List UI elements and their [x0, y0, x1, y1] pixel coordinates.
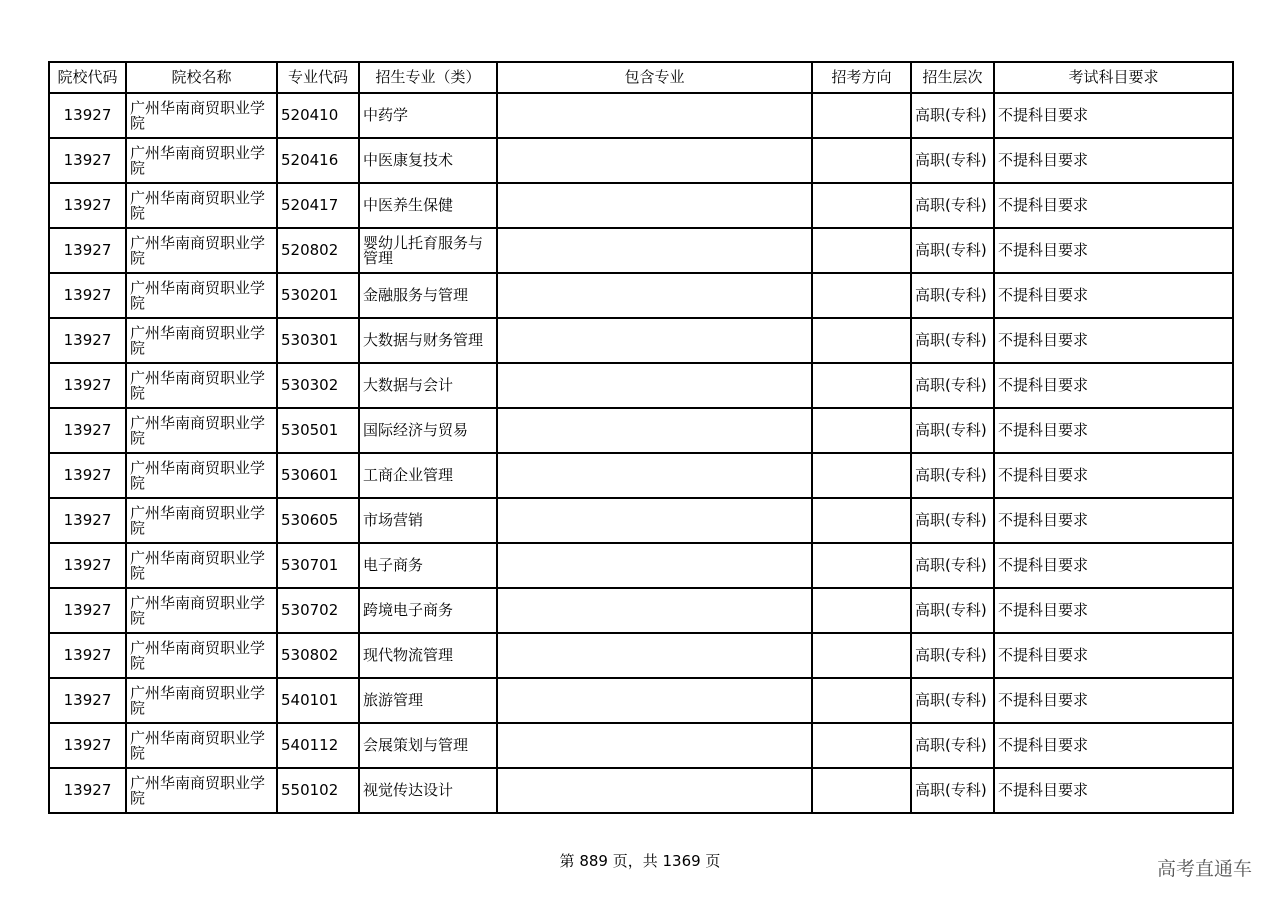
cell-major: 现代物流管理 [359, 633, 497, 678]
cell-subject-requirements: 不提科目要求 [994, 723, 1233, 768]
cell-level: 高职(专科) [911, 138, 994, 183]
cell-level: 高职(专科) [911, 723, 994, 768]
cell-major-code: 540112 [277, 723, 359, 768]
watermark: 高考直通车 [1156, 858, 1252, 880]
cell-major: 大数据与会计 [359, 363, 497, 408]
cell-level: 高职(专科) [911, 408, 994, 453]
table-row [49, 273, 1233, 318]
cell-major-code: 530702 [277, 588, 359, 633]
table-row [49, 138, 1233, 183]
cell-major: 中药学 [359, 93, 497, 138]
cell-school-code: 13927 [49, 723, 126, 768]
cell-school-name: 广州华南商贸职业学院 [126, 318, 277, 363]
cell-school-code: 13927 [49, 93, 126, 138]
cell-subject-requirements: 不提科目要求 [994, 93, 1233, 138]
header-major-code: 专业代码 [277, 62, 359, 93]
cell-school-code: 13927 [49, 273, 126, 318]
cell-included-majors [497, 93, 812, 138]
table-row [49, 318, 1233, 363]
cell-included-majors [497, 228, 812, 273]
cell-level: 高职(专科) [911, 273, 994, 318]
cell-school-name: 广州华南商贸职业学院 [126, 363, 277, 408]
cell-subject-requirements: 不提科目要求 [994, 363, 1233, 408]
table-header-row [49, 62, 1233, 93]
table-row [49, 363, 1233, 408]
cell-included-majors [497, 543, 812, 588]
cell-school-name: 广州华南商贸职业学院 [126, 768, 277, 813]
cell-subject-requirements: 不提科目要求 [994, 273, 1233, 318]
cell-level: 高职(专科) [911, 588, 994, 633]
cell-school-name: 广州华南商贸职业学院 [126, 588, 277, 633]
cell-included-majors [497, 633, 812, 678]
cell-direction [812, 183, 911, 228]
cell-major-code: 530601 [277, 453, 359, 498]
cell-major: 中医康复技术 [359, 138, 497, 183]
cell-school-name: 广州华南商贸职业学院 [126, 498, 277, 543]
cell-direction [812, 768, 911, 813]
header-school-name: 院校名称 [126, 62, 277, 93]
cell-major: 工商企业管理 [359, 453, 497, 498]
cell-major: 市场营销 [359, 498, 497, 543]
cell-subject-requirements: 不提科目要求 [994, 678, 1233, 723]
cell-school-name: 广州华南商贸职业学院 [126, 633, 277, 678]
cell-subject-requirements: 不提科目要求 [994, 588, 1233, 633]
cell-direction [812, 273, 911, 318]
header-subject-requirements: 考试科目要求 [994, 62, 1233, 93]
cell-major-code: 530501 [277, 408, 359, 453]
cell-direction [812, 318, 911, 363]
cell-school-name: 广州华南商贸职业学院 [126, 453, 277, 498]
cell-major-code: 520410 [277, 93, 359, 138]
cell-major: 婴幼儿托育服务与管理 [359, 228, 497, 273]
cell-school-name: 广州华南商贸职业学院 [126, 678, 277, 723]
cell-level: 高职(专科) [911, 633, 994, 678]
cell-major-code: 530201 [277, 273, 359, 318]
cell-school-name: 广州华南商贸职业学院 [126, 228, 277, 273]
cell-major-code: 530802 [277, 633, 359, 678]
cell-school-code: 13927 [49, 138, 126, 183]
cell-level: 高职(专科) [911, 93, 994, 138]
cell-included-majors [497, 453, 812, 498]
cell-major: 中医养生保健 [359, 183, 497, 228]
cell-school-code: 13927 [49, 228, 126, 273]
table-row [49, 543, 1233, 588]
cell-direction [812, 633, 911, 678]
cell-included-majors [497, 723, 812, 768]
table-row [49, 768, 1233, 813]
cell-subject-requirements: 不提科目要求 [994, 228, 1233, 273]
header-included-majors: 包含专业 [497, 62, 812, 93]
cell-major-code: 520802 [277, 228, 359, 273]
table-row [49, 408, 1233, 453]
table-row [49, 453, 1233, 498]
cell-school-name: 广州华南商贸职业学院 [126, 273, 277, 318]
cell-included-majors [497, 183, 812, 228]
cell-included-majors [497, 498, 812, 543]
cell-included-majors [497, 318, 812, 363]
cell-school-code: 13927 [49, 363, 126, 408]
cell-school-code: 13927 [49, 183, 126, 228]
cell-subject-requirements: 不提科目要求 [994, 138, 1233, 183]
cell-major-code: 530301 [277, 318, 359, 363]
table-body [49, 93, 1233, 813]
cell-included-majors [497, 678, 812, 723]
cell-major-code: 520416 [277, 138, 359, 183]
cell-included-majors [497, 588, 812, 633]
page-number: 第 889 页，共 1369 页 [559, 852, 721, 870]
cell-subject-requirements: 不提科目要求 [994, 183, 1233, 228]
cell-included-majors [497, 768, 812, 813]
cell-major-code: 530701 [277, 543, 359, 588]
cell-school-name: 广州华南商贸职业学院 [126, 93, 277, 138]
cell-major-code: 520417 [277, 183, 359, 228]
table-row [49, 183, 1233, 228]
table-row [49, 93, 1233, 138]
cell-subject-requirements: 不提科目要求 [994, 453, 1233, 498]
cell-school-code: 13927 [49, 498, 126, 543]
cell-major-code: 530302 [277, 363, 359, 408]
cell-included-majors [497, 363, 812, 408]
cell-school-code: 13927 [49, 678, 126, 723]
cell-school-name: 广州华南商贸职业学院 [126, 183, 277, 228]
cell-direction [812, 138, 911, 183]
cell-school-code: 13927 [49, 453, 126, 498]
cell-major-code: 540101 [277, 678, 359, 723]
cell-school-name: 广州华南商贸职业学院 [126, 543, 277, 588]
cell-subject-requirements: 不提科目要求 [994, 408, 1233, 453]
table-row [49, 498, 1233, 543]
cell-major-code: 550102 [277, 768, 359, 813]
cell-major: 会展策划与管理 [359, 723, 497, 768]
cell-school-code: 13927 [49, 543, 126, 588]
cell-school-code: 13927 [49, 633, 126, 678]
cell-direction [812, 408, 911, 453]
table-row [49, 633, 1233, 678]
header-school-code: 院校代码 [49, 62, 126, 93]
cell-major: 电子商务 [359, 543, 497, 588]
cell-major: 跨境电子商务 [359, 588, 497, 633]
cell-subject-requirements: 不提科目要求 [994, 318, 1233, 363]
cell-school-code: 13927 [49, 408, 126, 453]
cell-direction [812, 678, 911, 723]
cell-major: 国际经济与贸易 [359, 408, 497, 453]
cell-major: 旅游管理 [359, 678, 497, 723]
cell-direction [812, 228, 911, 273]
cell-school-name: 广州华南商贸职业学院 [126, 138, 277, 183]
cell-direction [812, 93, 911, 138]
table-row [49, 588, 1233, 633]
table-row [49, 228, 1233, 273]
cell-subject-requirements: 不提科目要求 [994, 498, 1233, 543]
cell-direction [812, 588, 911, 633]
table-row [49, 723, 1233, 768]
cell-included-majors [497, 138, 812, 183]
cell-school-code: 13927 [49, 768, 126, 813]
table-row [49, 678, 1233, 723]
cell-direction [812, 363, 911, 408]
cell-level: 高职(专科) [911, 228, 994, 273]
cell-major: 视觉传达设计 [359, 768, 497, 813]
header-direction: 招考方向 [812, 62, 911, 93]
cell-subject-requirements: 不提科目要求 [994, 543, 1233, 588]
cell-subject-requirements: 不提科目要求 [994, 768, 1233, 813]
cell-level: 高职(专科) [911, 678, 994, 723]
cell-direction [812, 723, 911, 768]
header-major: 招生专业（类） [359, 62, 497, 93]
cell-major-code: 530605 [277, 498, 359, 543]
cell-major: 大数据与财务管理 [359, 318, 497, 363]
cell-included-majors [497, 273, 812, 318]
cell-level: 高职(专科) [911, 363, 994, 408]
cell-level: 高职(专科) [911, 768, 994, 813]
cell-direction [812, 453, 911, 498]
cell-level: 高职(专科) [911, 183, 994, 228]
cell-level: 高职(专科) [911, 498, 994, 543]
cell-school-code: 13927 [49, 588, 126, 633]
admissions-table [48, 61, 1234, 814]
cell-level: 高职(专科) [911, 318, 994, 363]
cell-direction [812, 543, 911, 588]
cell-major: 金融服务与管理 [359, 273, 497, 318]
header-level: 招生层次 [911, 62, 994, 93]
cell-level: 高职(专科) [911, 453, 994, 498]
cell-level: 高职(专科) [911, 543, 994, 588]
cell-included-majors [497, 408, 812, 453]
cell-subject-requirements: 不提科目要求 [994, 633, 1233, 678]
cell-direction [812, 498, 911, 543]
cell-school-code: 13927 [49, 318, 126, 363]
cell-school-name: 广州华南商贸职业学院 [126, 723, 277, 768]
cell-school-name: 广州华南商贸职业学院 [126, 408, 277, 453]
